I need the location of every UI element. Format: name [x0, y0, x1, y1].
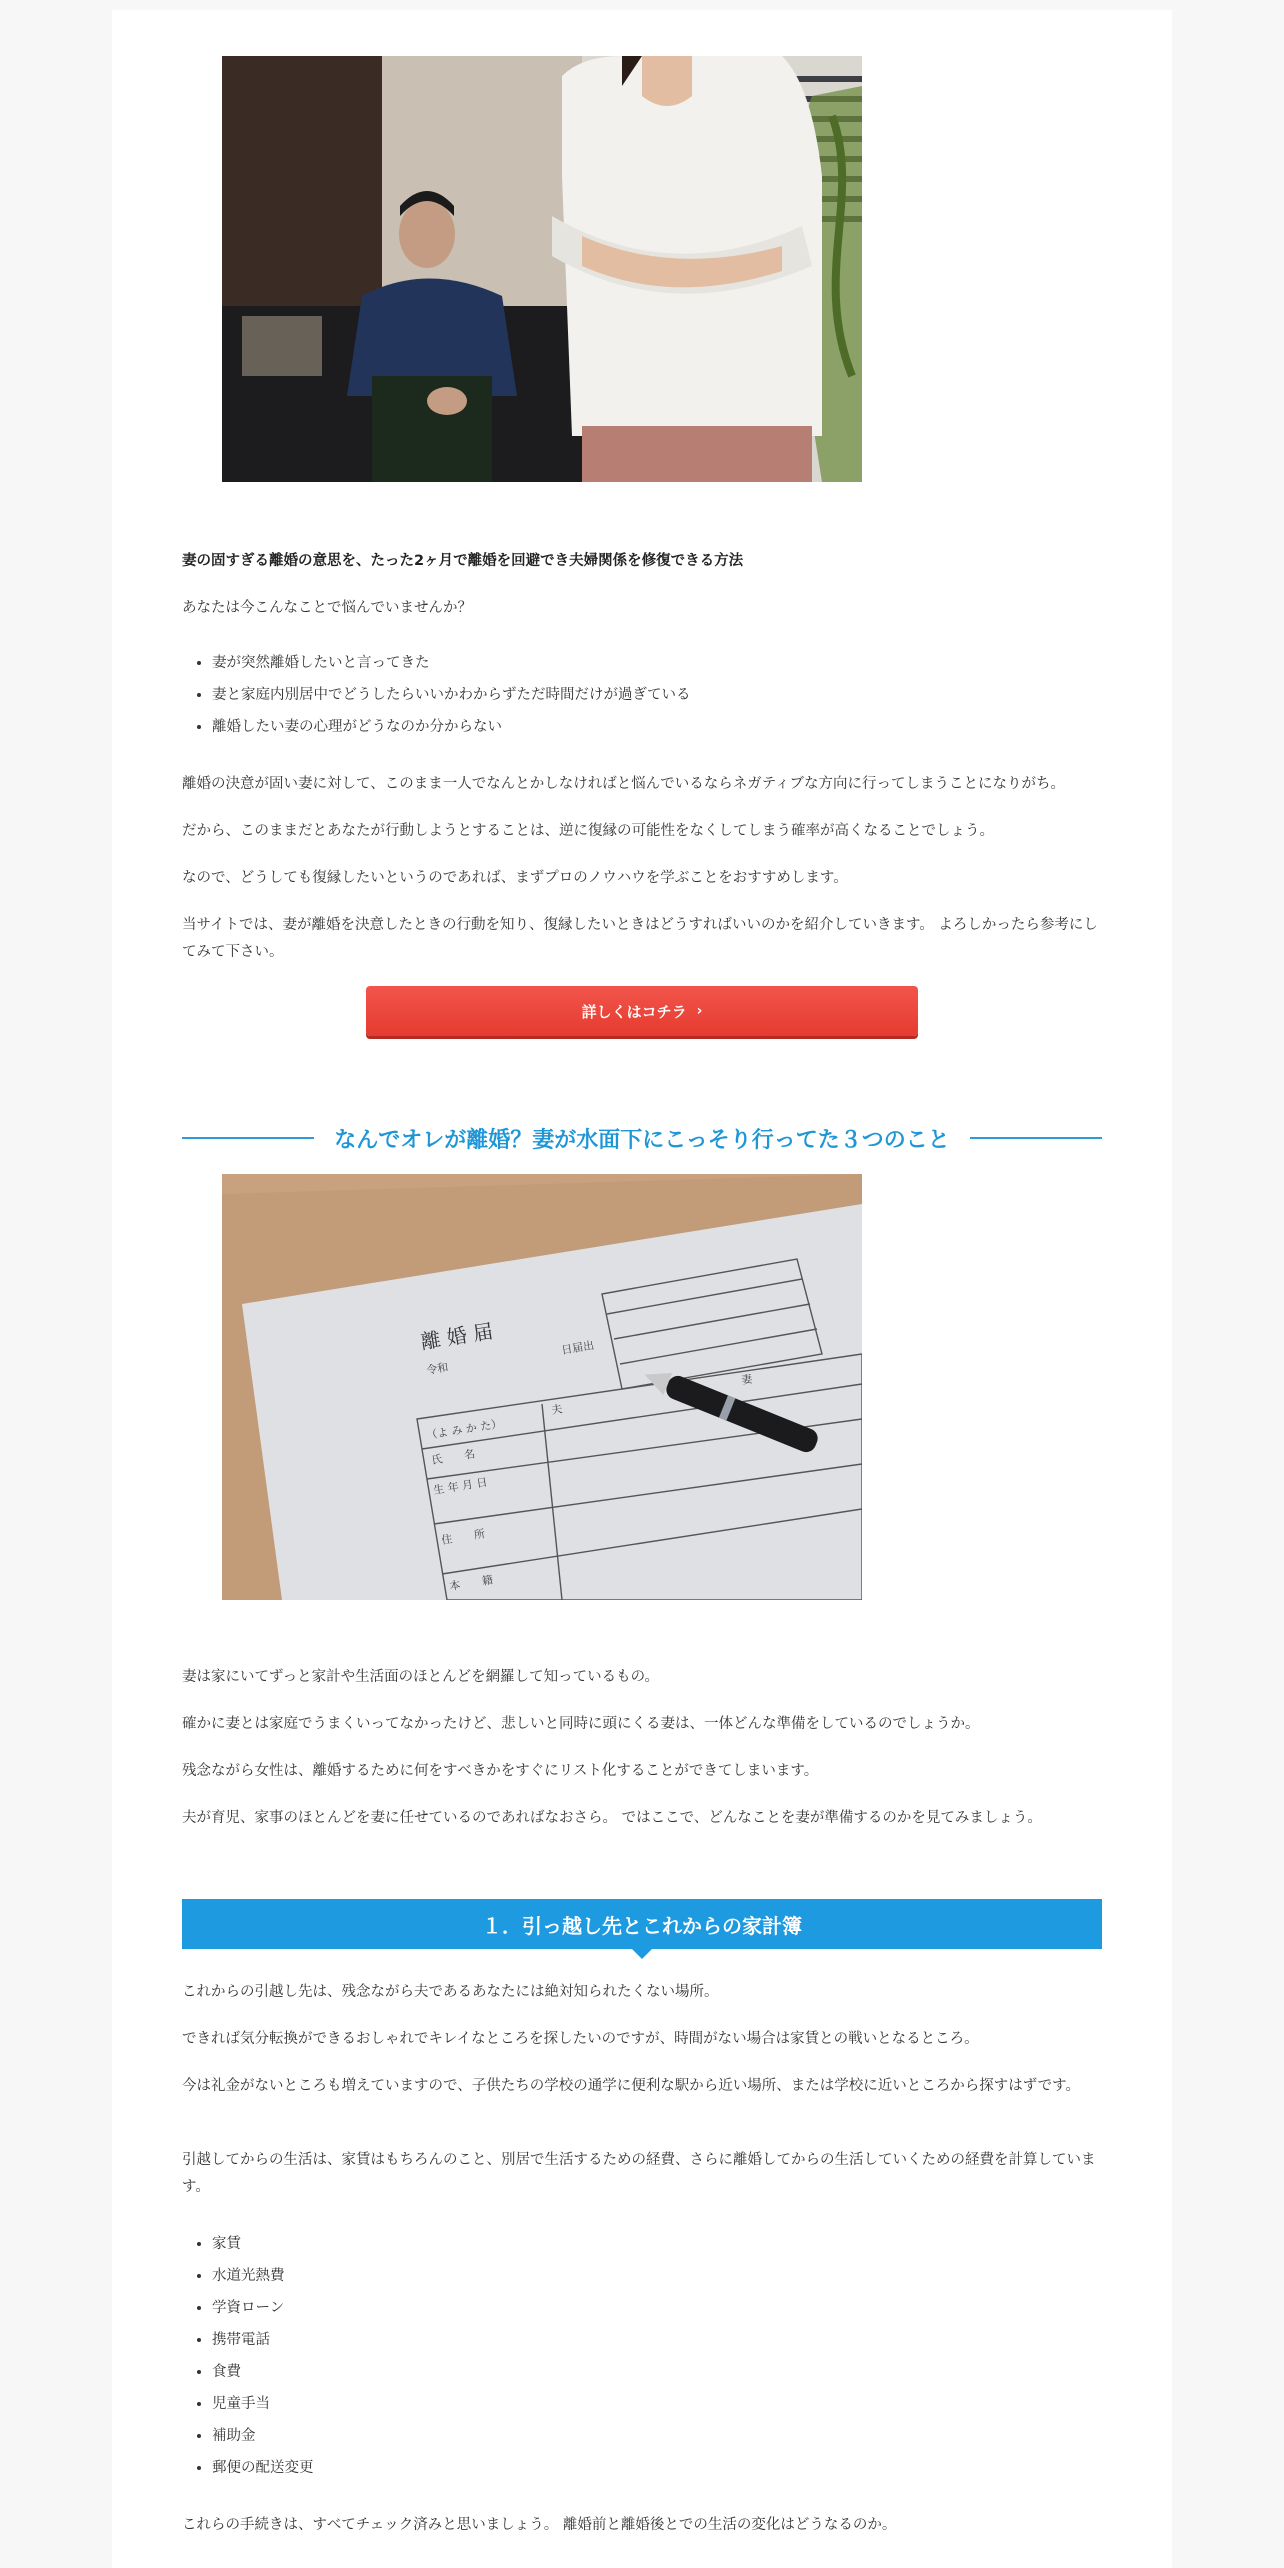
paragraph: 当サイトでは、妻が離婚を決意したときの行動を知り、復縁したいときはどうすればいいのかを紹介していきます。 よろしかったら参考にしてみて下さい。 [182, 917, 1098, 960]
list-item: • 水道光熱費 [212, 2260, 1112, 2292]
list-item: • 郵便の配送変更 [212, 2452, 1112, 2484]
paragraph: これからの引越し先は、残念ながら夫であるあなたには絶対知られたくない場所。 [182, 1984, 719, 2000]
paragraph: 妻は家にいてずっと家計や生活面のほとんどを網羅して知っているもの。 [182, 1669, 660, 1685]
intro-question: あなたは今こんなことで悩んでいませんか？ [182, 600, 472, 616]
list-item: • 補助金 [212, 2420, 1112, 2452]
form-label: 夫 [550, 1402, 564, 1417]
form-title: 離 婚 届 [419, 1318, 495, 1354]
list-item: • 食費 [212, 2356, 1112, 2388]
list-item: • 離婚したい妻の心理がどうなのか分からない [212, 711, 1112, 743]
paragraph: 引越してからの生活は、家賃はもちろんのこと、別居で生活するための経費、さらに離婚してからの生活していくための経費を計算しています。 [182, 2152, 1096, 2195]
paragraph: 確かに妻とは家庭でうまくいってなかったけど、悲しいと同時に頭にくる妻は、一体どんな準備をしているのでしょうか。 [182, 1716, 980, 1732]
section-heading [182, 1118, 1102, 1158]
list-item: • 学資ローン [212, 2292, 1112, 2324]
paragraph: なので、どうしても復縁したいというのであれば、まずプロのノウハウを学ぶことをおすすめします。 [182, 870, 848, 886]
chevron-right-icon: › [696, 1003, 703, 1019]
expenses-list [182, 2228, 1112, 2484]
divorce-form-photo [222, 1174, 862, 1600]
form-label: 本 籍 [448, 1573, 494, 1593]
couple-photo [222, 56, 862, 482]
paragraph: できれば気分転換ができるおしゃれでキレイなところを探したいのですが、時間がない場合は家賃との戦いとなるところ。 [182, 2031, 979, 2047]
details-button[interactable] [366, 986, 918, 1036]
subsection-heading [182, 1899, 1102, 1949]
details-button-label: 詳しくはコチラ [581, 1002, 687, 1021]
paragraph: 残念ながら女性は、離婚するために何をすべきかをすぐにリスト化することができてしまいます。 [182, 1763, 819, 1779]
subsection-heading-text: １．引っ越し先とこれからの家計簿 [482, 1913, 802, 1938]
list-item: • 携帯電話 [212, 2324, 1112, 2356]
list-item: • 家賃 [212, 2228, 1112, 2260]
paragraph: 今は礼金がないところも増えていますので、子供たちの学校の通学に便利な駅から近い場所、または学校に近いところから探すはずです。 [182, 2078, 1080, 2094]
list-item: • 妻が突然離婚したいと言ってきた [212, 647, 1112, 679]
form-label: 住 所 [440, 1527, 486, 1547]
form-label: 日届出 [560, 1338, 596, 1357]
article-page [112, 10, 1172, 2568]
article-headline: 妻の固すぎる離婚の意思を、たった2ヶ月で離婚を回避でき夫婦関係を修復できる方法 [182, 553, 744, 569]
list-item: • 妻と家庭内別居中でどうしたらいいかわからずただ時間だけが過ぎている [212, 679, 1112, 711]
form-label: （よ み か た） [425, 1417, 504, 1442]
form-label: 生 年 月 日 [432, 1475, 489, 1497]
paragraph: だから、このままだとあなたが行動しようとすることは、逆に復縁の可能性をなくしてしまう確率が高くなることでしょう。 [182, 823, 994, 839]
heading-notch [632, 1949, 652, 1959]
divider [182, 1137, 314, 1139]
section-heading-text: なんでオレが離婚？妻が水面下にこっそり行ってた３つのこと [334, 1127, 950, 1153]
divider [970, 1137, 1102, 1139]
paragraph: 夫が育児、家事のほとんどを妻に任せているのであればなおさら。 ではここで、どんなことを妻が準備するのかを見てみましょう。 [182, 1810, 1042, 1826]
paragraph: これらの手続きは、すべてチェック済みと思いましょう。 離婚前と離婚後とでの生活の変化はどうなるのか。 [182, 2517, 897, 2533]
form-label: 令和 [425, 1360, 450, 1377]
paragraph: 離婚の決意が固い妻に対して、このまま一人でなんとかしなければと悩んでいるならネガティブな方向に行ってしまうことになりがち。 [182, 776, 1066, 792]
form-label: 妻 [740, 1372, 754, 1387]
list-item: • 児童手当 [212, 2388, 1112, 2420]
form-label: 氏 名 [430, 1447, 476, 1467]
worries-list [182, 647, 1112, 743]
